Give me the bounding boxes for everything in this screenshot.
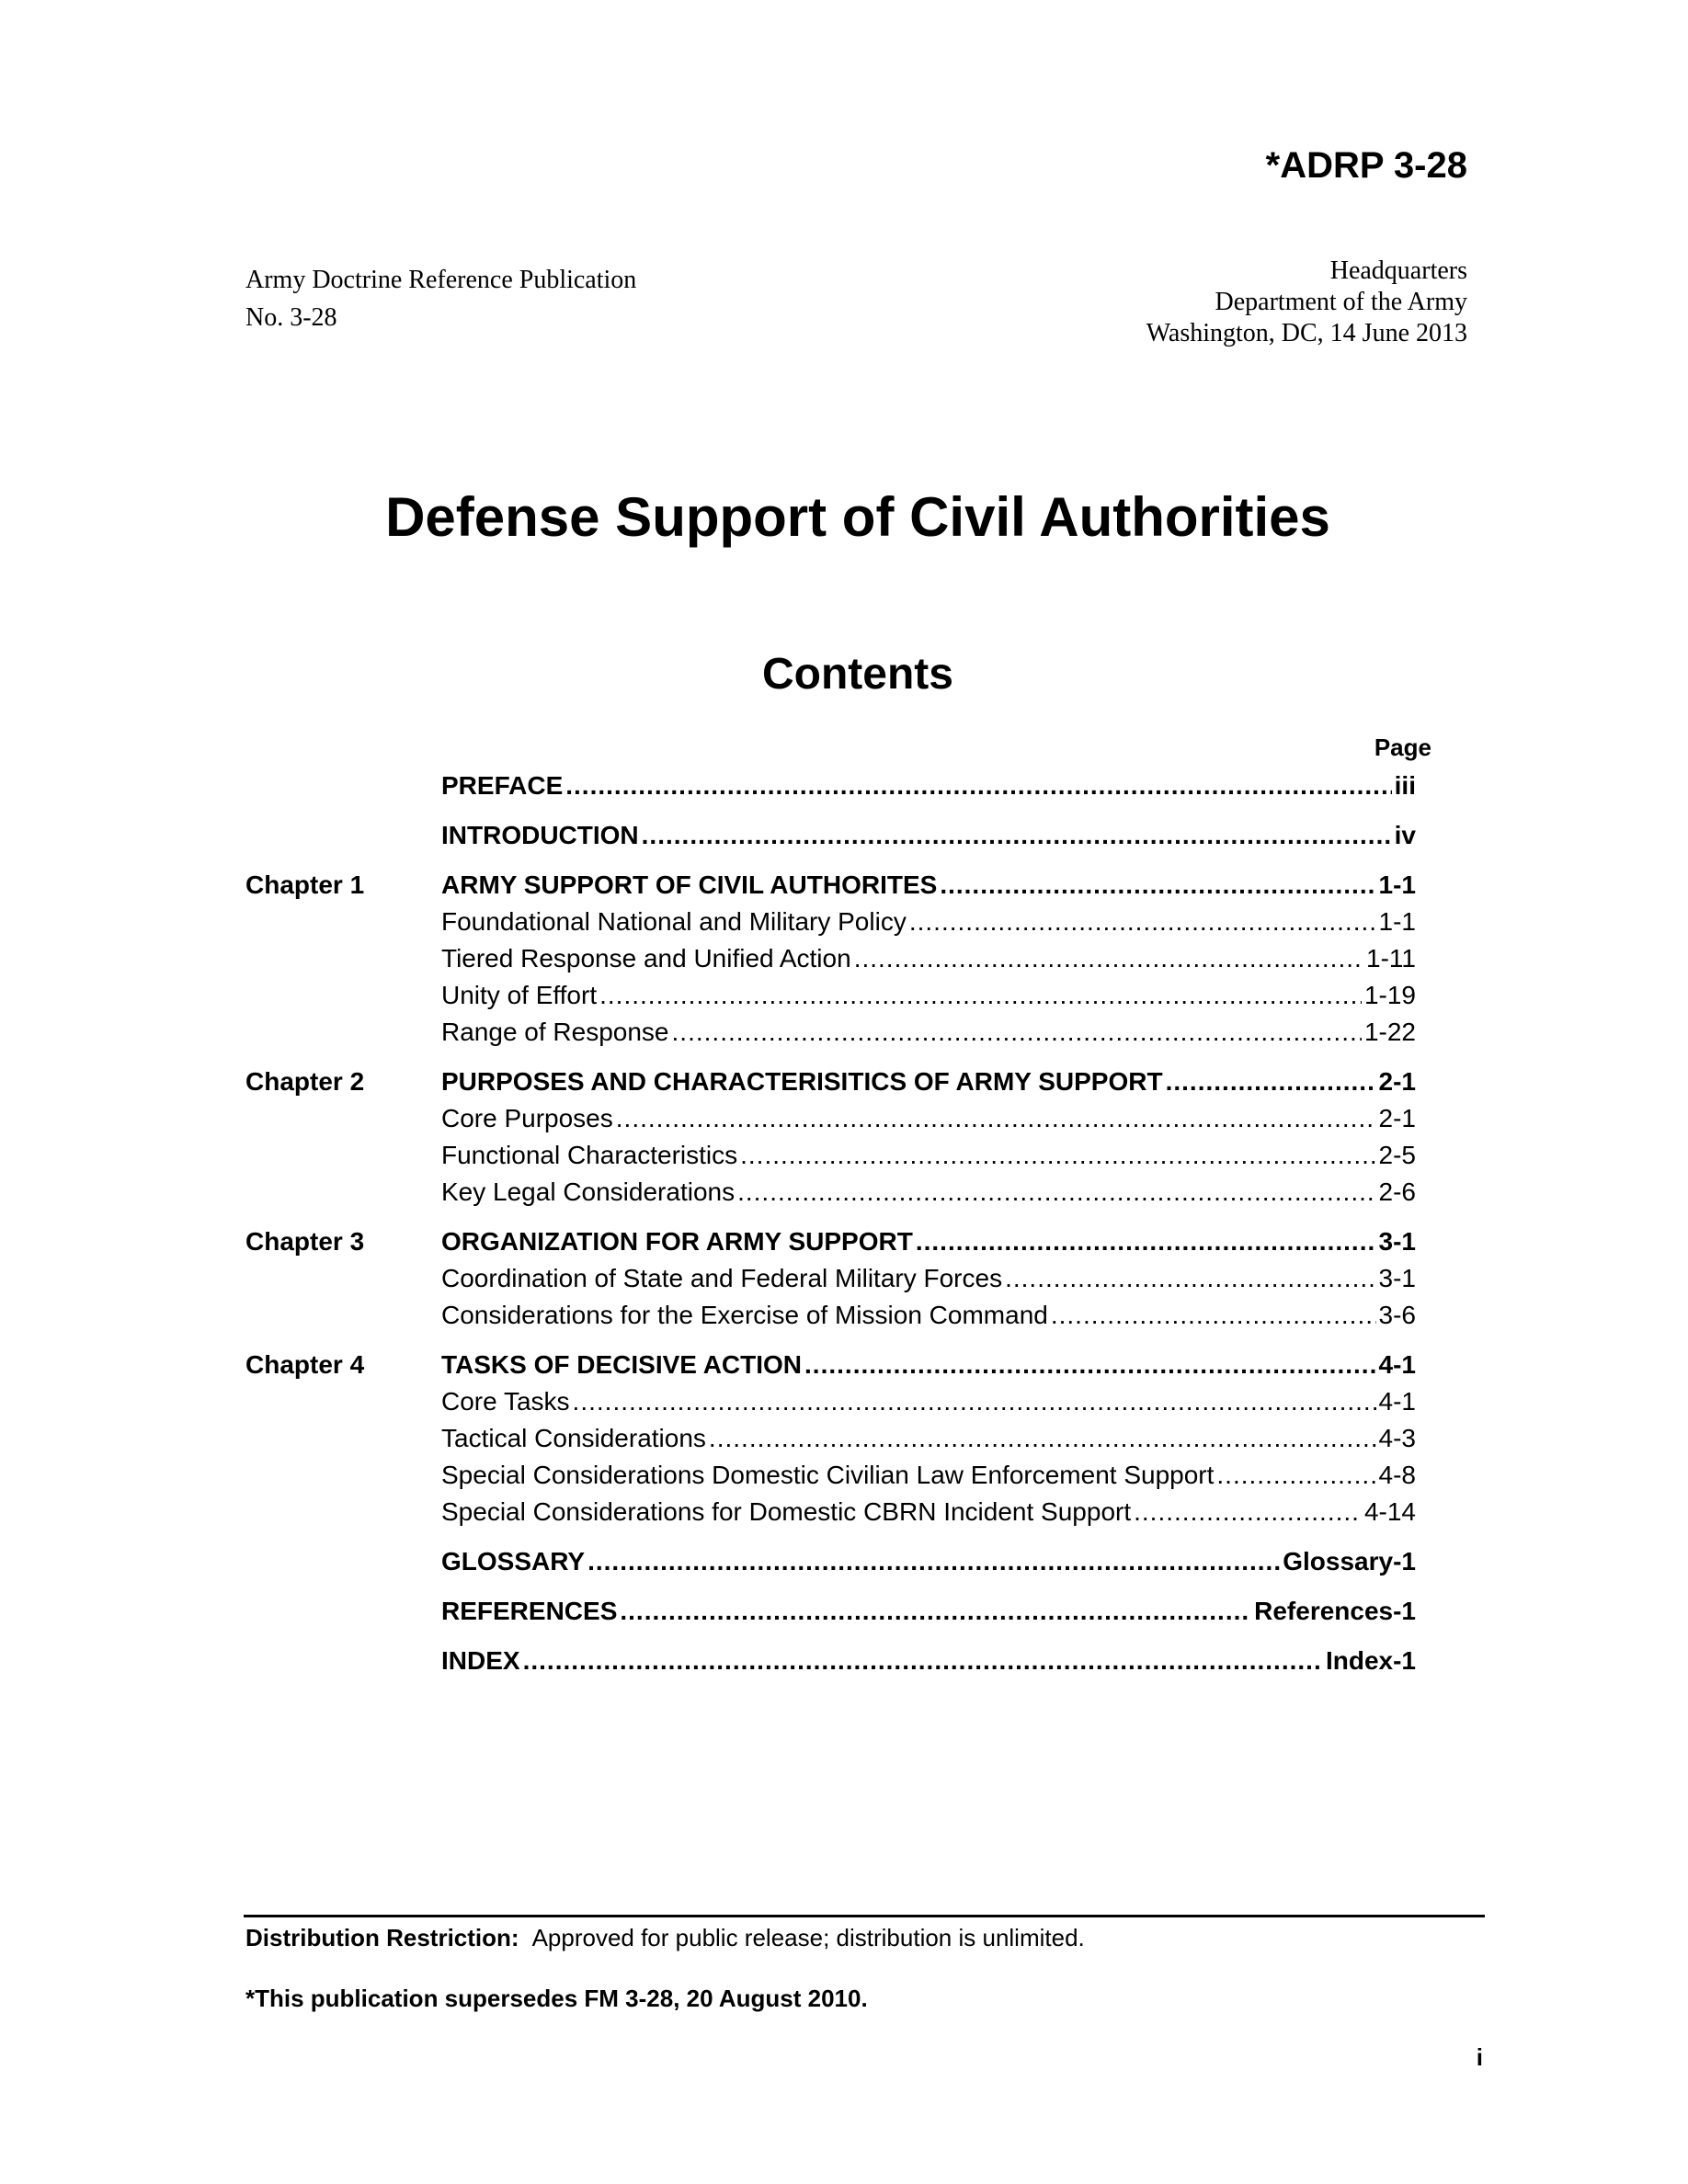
footer-divider [244, 1915, 1485, 1917]
toc-entry-label: Tactical Considerations [441, 1424, 706, 1452]
toc-entry[interactable] [245, 1014, 1431, 1051]
toc-entry-label: Key Legal Considerations [441, 1177, 736, 1206]
toc-group-chapter-2 [245, 1064, 1431, 1211]
toc-entry-page: 1-19 [1363, 981, 1416, 1009]
toc-entry-page: References-1 [1254, 1597, 1416, 1625]
toc-entry[interactable] [245, 1593, 1431, 1630]
toc-entry-label: ARMY SUPPORT OF CIVIL AUTHORITES [441, 870, 938, 899]
publication-info [245, 261, 636, 336]
chapter-label: Chapter 4 [245, 1350, 365, 1379]
distribution-label: Distribution Restriction: [245, 1924, 519, 1951]
dot-leader [642, 817, 1392, 854]
dot-leader [1005, 1260, 1375, 1297]
dot-leader [1051, 1297, 1376, 1334]
toc-entry-page: iv [1394, 821, 1416, 849]
dot-leader [573, 1383, 1376, 1420]
toc-entry[interactable] [245, 1260, 1431, 1297]
toc-entry-label: TASKS OF DECISIVE ACTION [441, 1350, 803, 1379]
chapter-label: Chapter 3 [245, 1227, 365, 1256]
toc-entry[interactable] [245, 1457, 1431, 1494]
toc-entry-page: Glossary-1 [1283, 1547, 1416, 1575]
toc-entry-page: 4-1 [1378, 1350, 1416, 1379]
toc-entry-page: 1-11 [1366, 944, 1416, 973]
dot-leader [599, 977, 1362, 1014]
dot-leader [916, 1223, 1376, 1260]
toc-entry-page: Index-1 [1325, 1646, 1416, 1675]
toc-entry[interactable] [245, 1137, 1431, 1174]
toc-entry-page: 4-14 [1363, 1497, 1416, 1526]
publication-type: Army Doctrine Reference Publication [245, 266, 637, 294]
dot-leader [1166, 1064, 1376, 1100]
toc-entry-page: 3-1 [1378, 1227, 1416, 1256]
toc-entry-label: ORGANIZATION FOR ARMY SUPPORT [441, 1227, 913, 1256]
dot-leader [737, 1174, 1375, 1211]
dot-leader [565, 768, 1391, 804]
toc-entry[interactable] [245, 1100, 1431, 1137]
supersedes-note: *This publication supersedes FM 3-28, 20 August 2010. [245, 1985, 868, 2012]
toc-entry-label: Coordination of State and Federal Military Forces [441, 1264, 1003, 1292]
toc-entry-label: Unity of Effort [441, 981, 598, 1009]
toc-entry-page: 1-1 [1378, 907, 1416, 936]
document-title: Defense Support of Civil Authorities [385, 486, 1330, 548]
toc-entry-page: 3-1 [1378, 1264, 1416, 1292]
toc-entry[interactable] [245, 940, 1431, 977]
toc-entry[interactable] [245, 1223, 1431, 1260]
dot-leader [804, 1347, 1376, 1383]
toc-entry-label: INDEX [441, 1646, 520, 1675]
toc-entry-label: PREFACE [441, 771, 564, 800]
dot-leader [523, 1643, 1323, 1679]
toc-entry-page: 2-1 [1378, 1067, 1416, 1096]
toc-group-introduction [245, 817, 1431, 854]
document-number: *ADRP 3-28 [1265, 145, 1467, 186]
location-date-line: Washington, DC, 14 June 2013 [1146, 319, 1467, 347]
toc-entry-page: iii [1394, 771, 1416, 800]
toc-entry-label: INTRODUCTION [441, 821, 639, 849]
distribution-text: Approved for public release; distribution is unlimited. [531, 1924, 1085, 1951]
page-number: i [1476, 2043, 1483, 2071]
toc-entry-label: Considerations for the Exercise of Mission Command [441, 1301, 1048, 1329]
headquarters-info [1146, 256, 1467, 349]
toc-entry[interactable] [245, 817, 1431, 854]
toc-entry-label: Range of Response [441, 1018, 669, 1046]
chapter-label: Chapter 2 [245, 1067, 365, 1096]
contents-heading: Contents [762, 650, 953, 699]
toc-entry-label: Core Tasks [441, 1387, 570, 1416]
toc-entry[interactable] [245, 1174, 1431, 1211]
toc-entry[interactable] [245, 904, 1431, 940]
headquarters-line: Headquarters [1329, 256, 1467, 285]
dot-leader [940, 867, 1375, 904]
toc-entry-label: Special Considerations Domestic Civilian Law Enforcement Support [441, 1461, 1215, 1489]
toc-entry[interactable] [245, 1643, 1431, 1679]
toc-entry[interactable] [245, 1494, 1431, 1530]
table-of-contents [245, 731, 1431, 1679]
dot-leader [616, 1100, 1376, 1137]
dot-leader [709, 1420, 1376, 1457]
department-line: Department of the Army [1215, 288, 1467, 316]
dot-leader [854, 940, 1363, 977]
toc-group-chapter-3 [245, 1223, 1431, 1334]
toc-group-index [245, 1643, 1431, 1679]
toc-entry[interactable] [245, 867, 1431, 904]
toc-entry-label: REFERENCES [441, 1597, 618, 1625]
toc-entry[interactable] [245, 1543, 1431, 1580]
toc-entry-label: PURPOSES AND CHARACTERISITICS OF ARMY SUPPORT [441, 1067, 1163, 1096]
toc-entry-page: 4-3 [1378, 1424, 1416, 1452]
toc-entry-page: 4-1 [1378, 1387, 1416, 1416]
publication-number: No. 3-28 [245, 303, 337, 332]
toc-entry[interactable] [245, 1297, 1431, 1334]
toc-entry-label: Core Purposes [441, 1104, 613, 1132]
dot-leader [620, 1593, 1251, 1630]
toc-entry-page: 2-6 [1378, 1177, 1416, 1206]
toc-entry-label: Tiered Response and Unified Action [441, 944, 851, 973]
toc-group-chapter-1 [245, 867, 1431, 1051]
dot-leader [909, 904, 1376, 940]
toc-entry-page: 3-6 [1378, 1301, 1416, 1329]
chapter-label: Chapter 1 [245, 870, 365, 899]
toc-group-glossary [245, 1543, 1431, 1580]
toc-entry-label: Foundational National and Military Policy [441, 907, 907, 936]
dot-leader [587, 1543, 1280, 1580]
toc-entry-page: 1-22 [1363, 1018, 1416, 1046]
toc-group-chapter-4 [245, 1347, 1431, 1530]
toc-entry-label: Special Considerations for Domestic CBRN Incident Support [441, 1497, 1132, 1526]
distribution-restriction [245, 1919, 1085, 1956]
dot-leader [740, 1137, 1375, 1174]
toc-entry[interactable] [245, 1420, 1431, 1457]
dot-leader [1134, 1494, 1362, 1530]
toc-entry[interactable] [245, 1383, 1431, 1420]
toc-entry-label: Functional Characteristics [441, 1141, 738, 1169]
dot-leader [1216, 1457, 1375, 1494]
toc-entry[interactable] [245, 1064, 1431, 1100]
toc-entry-page: 2-1 [1378, 1104, 1416, 1132]
page-column-heading: Page [1374, 734, 1431, 761]
toc-entry-label: GLOSSARY [441, 1547, 586, 1575]
toc-entry[interactable] [245, 977, 1431, 1014]
toc-entry[interactable] [245, 1347, 1431, 1383]
toc-entry-page: 4-8 [1378, 1461, 1416, 1489]
dot-leader [672, 1014, 1362, 1051]
toc-entry-page: 1-1 [1378, 870, 1416, 899]
toc-group-preface [245, 768, 1431, 804]
toc-group-references [245, 1593, 1431, 1630]
toc-entry[interactable] [245, 768, 1431, 804]
toc-entry-page: 2-5 [1378, 1141, 1416, 1169]
